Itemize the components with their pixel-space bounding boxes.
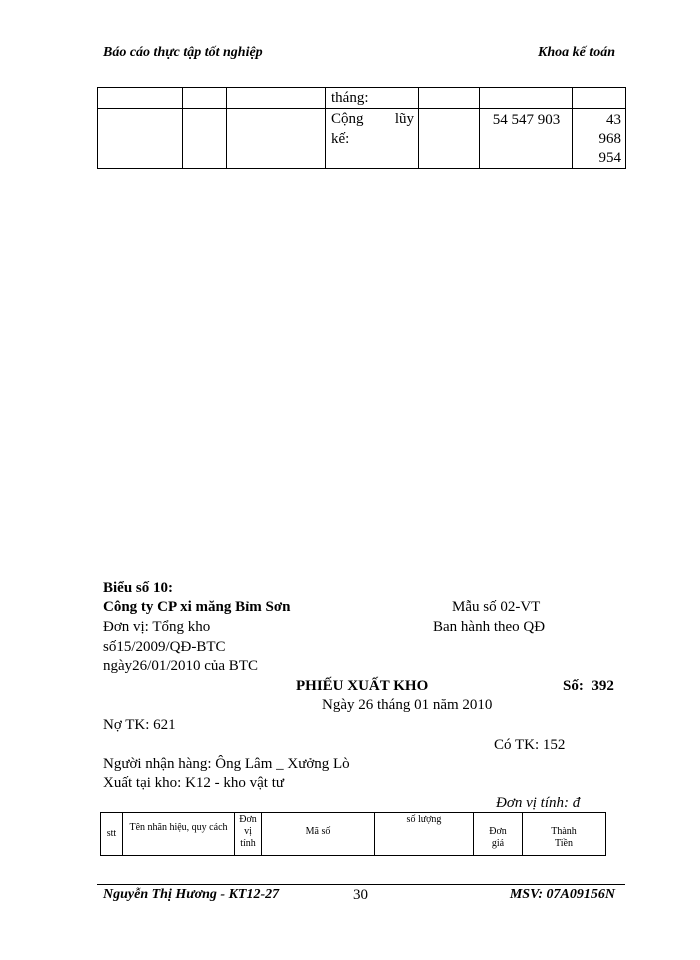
table-row [98,88,626,109]
goods-table [100,812,606,856]
col-ten: Tên nhãn hiệu, quy cách [123,813,235,856]
header-right: Khoa kế toán [537,45,615,60]
doc-number [563,678,614,695]
doc-date: Ngày 26 tháng 01 năm 2010 [322,697,493,713]
company-name: Công ty CP xi măng Bỉm Sơn [103,599,291,615]
header-left: Báo cáo thực tập tốt nghiệp [103,45,263,60]
cumulative-value-2-line: 43 [606,112,621,128]
col-so-luong: số lượng [375,813,474,856]
xuat-tai: Xuất tại kho: K12 - kho vật tư [103,775,285,791]
col-ma-so: Mã số [262,813,375,856]
col-stt: stt [101,813,123,856]
bieu-so: Biểu số 10: [103,580,174,596]
cumulative-value-2-line: 968 [598,131,621,147]
footer-msv: MSV: 07A09156N [509,887,615,902]
ngay-qd: ngày26/01/2010 của BTC [103,658,258,674]
mau-so: Mẫu số 02-VT [452,599,541,615]
cumulative-value-2-line: 954 [598,150,621,166]
ban-hanh: Ban hành theo QĐ [433,619,546,635]
co-tk: Có TK: 152 [494,737,566,753]
no-tk: Nợ TK: 621 [103,717,176,733]
doc-title: PHIẾU XUẤT KHO [296,678,429,694]
row-label-c: kế: [331,131,350,147]
don-vi-tinh: Đơn vị tính: đ [496,795,581,811]
so-qd: số15/2009/QĐ-BTC [103,639,226,655]
don-vi: Đơn vị: Tổng kho [103,619,211,635]
top-table [97,87,626,169]
col-thanh-tien: Thành Tiền [523,813,606,856]
col-dvt: Đơn vị tính [235,813,262,856]
nguoi-nhan: Người nhận hàng: Ông Lâm _ Xưởng Lò [103,756,350,772]
footer-rule [97,884,625,885]
table-row [101,813,606,856]
footer-author: Nguyễn Thị Hương - KT12-27 [103,887,280,902]
row-label-a: Cộng [331,111,364,127]
col-don-gia: Đơn giá [474,813,523,856]
doc-number-value: 392 [591,678,614,694]
page-number: 30 [353,887,368,903]
cumulative-value: 54 547 903 [492,112,561,128]
table-row [98,109,626,169]
doc-number-label: Số: [563,678,584,694]
row-label-b: lũy [394,111,414,127]
row-label: tháng: [331,90,369,106]
